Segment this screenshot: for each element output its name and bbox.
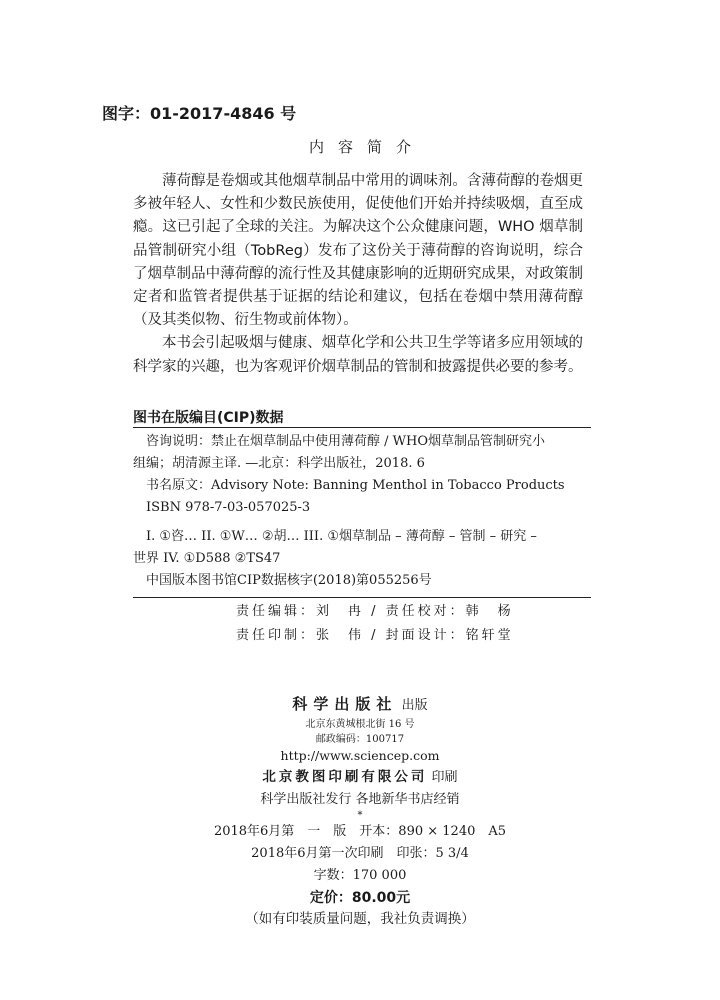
- cip-title: 图书在版编目(CIP)数据: [133, 410, 284, 426]
- publisher-postcode: 邮政编码：100717: [315, 734, 405, 745]
- printer-name: 北京教图印刷有限公司: [262, 769, 428, 785]
- cip-classification: I. ①咨… II. ①W… ②胡… III. ①烟草制品 – 薄荷醇 – 管制 – 研究 –: [146, 529, 537, 544]
- synopsis-paragraph: 本书会引起吸烟与健康、烟草化学和公共卫生学等诸多应用领域的科学家的兴趣，也为客观评价烟草制品的管制和披露提供必要的参考。: [133, 335, 583, 375]
- imprint-block: [0, 693, 720, 929]
- separator-star: *: [357, 810, 363, 821]
- synopsis-heading: 内容简介: [308, 138, 425, 156]
- synopsis-paragraph: 薄荷醇是卷烟或其他烟草制品中常用的调味剂。含薄荷醇的卷烟更多被年轻人、女性和少数民族使用，促使他们开始并持续吸烟，直至成瘾。这已引起了全球的关注。为解决这个公众健康问题，WHO 烟草制品管制研究小组（TobReg）发布了这份关于薄荷醇的咨询说明，综合了烟草制品中薄荷醇的流行性及其健康影响的近期研究成果，对政策制定者和监管者提供基于证据的结论和建议，包括在卷烟中禁用薄荷醇（及其类似物、衍生物或前体物）。: [133, 173, 583, 329]
- edition-line: 2018年6月第 一 版 开本：890 × 1240 A5: [213, 824, 507, 839]
- synopsis-body: [133, 170, 583, 379]
- printer-line: [0, 765, 720, 789]
- publisher-suffix: 出版: [397, 698, 428, 713]
- distribution-line: 科学出版社发行 各地新华书店经销: [260, 792, 460, 807]
- copyright-registration-number: 图字：01-2017-4846 号: [102, 104, 297, 123]
- cip-title-line: 咨询说明：禁止在烟草制品中使用薄荷醇 / WHO烟草制品管制研究小: [146, 434, 546, 449]
- cip-title-line-continued: 组编；胡清源主译. —北京：科学出版社，2018. 6: [133, 456, 425, 471]
- cip-classification-continued: 世界 IV. ①D588 ②TS47: [133, 551, 281, 566]
- publisher-url: http://www.sciencep.com: [280, 748, 440, 763]
- publisher-address: 北京东黄城根北街 16 号: [305, 719, 415, 730]
- cip-isbn: ISBN 978-7-03-057025-3: [146, 500, 311, 515]
- printer-suffix: 印刷: [427, 770, 458, 785]
- price: 定价：80.00元: [309, 890, 411, 906]
- publisher-line: [0, 693, 720, 717]
- printing-line: 2018年6月第一次印刷 印张：5 3/4: [251, 846, 469, 861]
- editors-credit: 责任编辑：刘 冉 / 责任校对：韩 杨: [236, 604, 514, 619]
- cip-record-number: 中国版本图书馆CIP数据核字(2018)第055256号: [146, 573, 432, 588]
- cip-data-block: [133, 427, 591, 598]
- quality-note: （如有印装质量问题，我社负责调换）: [245, 911, 475, 927]
- cip-original-title: 书名原文：Advisory Note: Banning Menthol in Tobacco Products: [146, 478, 565, 493]
- cip-spacer: [133, 519, 591, 526]
- publisher-name: 科学出版社: [292, 695, 398, 713]
- production-credit: 责任印制：张 伟 / 封面设计：铭轩堂: [236, 628, 514, 643]
- word-count: 字数：170 000: [313, 868, 407, 883]
